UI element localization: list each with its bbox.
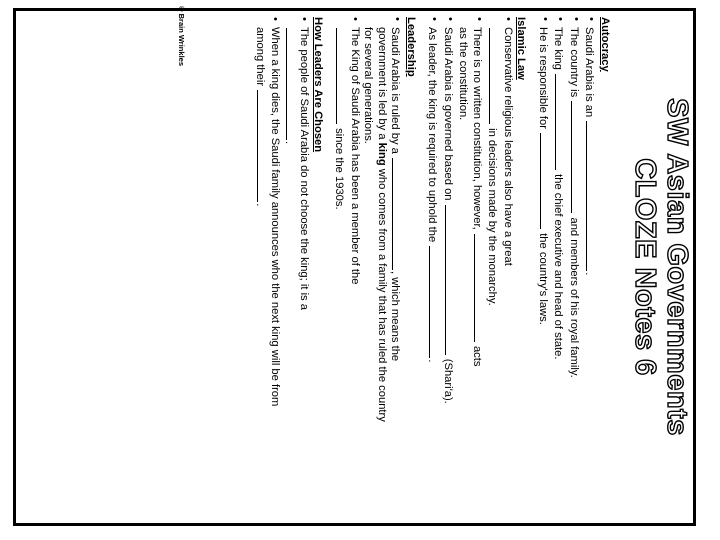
list-item	[536, 17, 552, 515]
item-text: for several generations.	[362, 27, 375, 144]
fill-in-blank[interactable]	[490, 28, 501, 124]
fill-in-blank[interactable]	[571, 101, 582, 213]
list-item	[485, 17, 514, 515]
item-text: among their	[254, 27, 266, 87]
item-text: acts	[471, 345, 483, 367]
item-text: When a king dies, the Saudi family announces who the next king will be from	[269, 27, 282, 407]
section-heading-islamic-law: Islamic Law	[515, 17, 528, 80]
fill-in-blank[interactable]	[474, 234, 485, 342]
list-item	[425, 17, 441, 515]
fill-in-blank[interactable]	[393, 158, 404, 270]
item-text: He is responsible for	[537, 27, 549, 129]
item-text: since the 1930s.	[333, 128, 346, 210]
item-text: and members of his royal family.	[568, 217, 580, 378]
fill-in-blank[interactable]	[257, 90, 268, 202]
islamic-law-list	[425, 17, 514, 515]
item-text: .	[583, 272, 596, 276]
item-text: Saudi Arabia is an	[583, 27, 596, 118]
title-line-2: CLOZE Notes 6	[629, 158, 661, 376]
item-text: Conservative religious leaders also have a great	[502, 27, 514, 266]
item-text: Saudi Arabia is governed based on	[442, 27, 454, 201]
copyright-credit: © Brain Wrinkles	[177, 6, 186, 66]
item-text: The king	[552, 27, 565, 70]
list-item	[253, 17, 282, 515]
item-text: The people of Saudi Arabia do not choose the king; it is a	[298, 27, 311, 310]
notes-frame	[13, 8, 696, 526]
fill-in-blank[interactable]	[286, 28, 297, 140]
section-heading-how-leaders-are-chosen: How Leaders Are Chosen	[312, 17, 324, 153]
list-item	[441, 17, 457, 515]
how-chosen-list	[253, 17, 311, 515]
list-item	[551, 17, 567, 515]
list-item	[332, 17, 361, 515]
fill-in-blank[interactable]	[587, 121, 598, 271]
notes-content	[253, 17, 612, 515]
item-text: government is led by a	[376, 27, 388, 140]
fill-in-blank[interactable]	[430, 246, 441, 358]
section-heading-leadership: Leadership	[405, 17, 417, 77]
leadership-list	[332, 17, 404, 515]
item-text: as the constitution.	[457, 27, 470, 121]
item-text: Saudi Arabia is ruled by a	[389, 27, 402, 154]
list-item	[361, 17, 404, 515]
title-line-1: SW Asian Governments	[661, 98, 693, 436]
item-text: (Shari'a).	[442, 358, 454, 404]
item-text: in decisions made by the monarchy.	[486, 128, 499, 306]
item-text: .	[426, 359, 439, 363]
list-item	[582, 17, 598, 515]
item-text: .	[254, 203, 266, 207]
item-text: the country's laws.	[537, 233, 549, 325]
list-item	[456, 17, 485, 515]
item-text: who comes from a family that has ruled the country	[376, 168, 388, 422]
title-block	[629, 11, 693, 523]
keyword-king: king	[376, 142, 388, 166]
list-item	[567, 17, 583, 515]
item-text: the chief executive and head of state.	[552, 174, 565, 360]
item-text: There is no written constitution, however,	[471, 27, 483, 230]
autocracy-list	[536, 17, 598, 515]
section-heading-autocracy: Autocracy	[599, 17, 611, 72]
fill-in-blank[interactable]	[540, 133, 551, 229]
item-text: , which means the	[389, 270, 402, 362]
item-text: The country is	[568, 27, 580, 98]
item-text: As leader, the king is required to uphold the	[426, 27, 439, 243]
fill-in-blank[interactable]	[445, 205, 456, 355]
item-text: .	[283, 141, 295, 145]
item-text: The King of Saudi Arabia has been a member of the	[349, 27, 361, 285]
list-item	[282, 17, 311, 515]
fill-in-blank[interactable]	[337, 28, 348, 124]
fill-in-blank[interactable]	[556, 74, 567, 170]
